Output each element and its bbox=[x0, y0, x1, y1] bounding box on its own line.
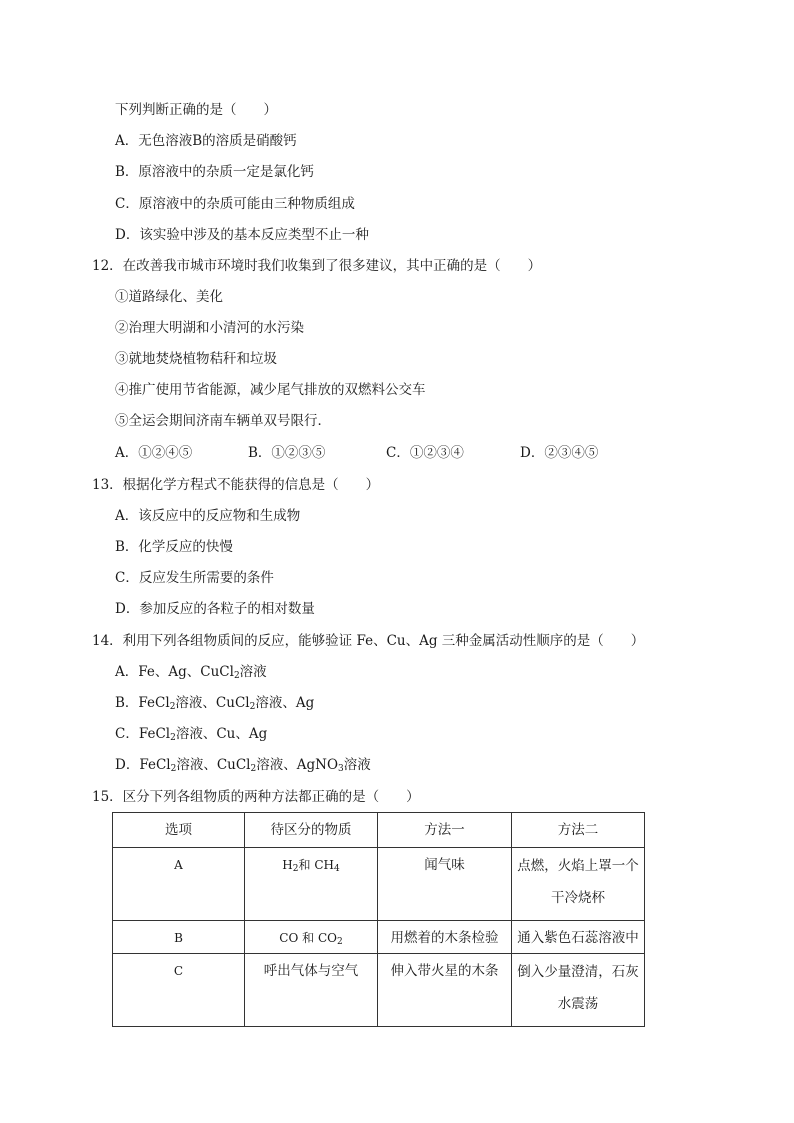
q14-option-b[interactable] bbox=[115, 694, 314, 712]
row-option: C bbox=[113, 954, 245, 1027]
subscript: 2 bbox=[170, 733, 176, 743]
substance-text-2: 和 CH bbox=[298, 858, 334, 872]
subscript: 2 bbox=[249, 702, 256, 712]
substance-text: H bbox=[282, 858, 293, 872]
row-option: B bbox=[113, 921, 245, 954]
q12-item-4: ④推广使用节省能源，减少尾气排放的双燃料公交车 bbox=[115, 382, 426, 398]
q14-d-text-mid2: 溶液、AgNO bbox=[256, 757, 339, 773]
subscript: 2 bbox=[292, 864, 299, 874]
row-substances bbox=[245, 848, 378, 921]
method-2-line-1: 倒入少量澄清，石灰 bbox=[517, 964, 639, 980]
q15-table bbox=[112, 812, 645, 1027]
q14-c-text-end: 溶液、Cu、Ag bbox=[175, 726, 268, 742]
q14-d-text-end: 溶液 bbox=[343, 757, 371, 773]
q12-choice-b[interactable]: B．①②③⑤ bbox=[248, 445, 326, 461]
q14-b-text: B．FeCl bbox=[115, 695, 170, 711]
method-2-line-1: 点燃，火焰上罩一个 bbox=[517, 858, 639, 874]
table-header-row bbox=[113, 813, 645, 848]
table-row bbox=[113, 921, 645, 954]
q11-option-d[interactable]: D．该实验中涉及的基本反应类型不止一种 bbox=[115, 227, 369, 243]
row-method-2: 通入紫色石蕊溶液中 bbox=[512, 921, 645, 954]
q11-option-b[interactable]: B．原溶液中的杂质一定是氯化钙 bbox=[115, 164, 314, 180]
q11-stem: 下列判断正确的是（ ） bbox=[115, 102, 277, 118]
substance-text: CO 和 CO bbox=[279, 931, 337, 945]
header-method-2: 方法二 bbox=[512, 813, 645, 848]
q14-c-text: C．FeCl bbox=[115, 726, 171, 742]
row-method-2 bbox=[512, 954, 645, 1027]
table-row bbox=[113, 848, 645, 921]
q14-a-text-end: 溶液 bbox=[239, 664, 267, 680]
subscript: 2 bbox=[170, 764, 177, 774]
q13-option-a[interactable]: A．该反应中的反应物和生成物 bbox=[115, 508, 301, 524]
q14-a-text: A．Fe、Ag、CuCl bbox=[115, 664, 234, 680]
q12-item-2: ②治理大明湖和小清河的水污染 bbox=[115, 320, 304, 336]
q12-choice-c[interactable]: C．①②③④ bbox=[386, 445, 464, 461]
q13-stem: 13．根据化学方程式不能获得的信息是（ ） bbox=[92, 477, 380, 493]
q14-d-text-mid: 溶液、CuCl bbox=[176, 757, 251, 773]
q14-d-text: D．FeCl bbox=[115, 757, 171, 773]
header-option: 选项 bbox=[113, 813, 245, 848]
q13-option-c[interactable]: C．反应发生所需要的条件 bbox=[115, 570, 274, 586]
q12-choice-d[interactable]: D．②③④⑤ bbox=[520, 445, 599, 461]
row-substances: 呼出气体与空气 bbox=[245, 954, 378, 1027]
q14-option-a[interactable] bbox=[115, 663, 267, 681]
row-method-1: 用燃着的木条检验 bbox=[378, 921, 512, 954]
row-substances bbox=[245, 921, 378, 954]
table-row bbox=[113, 954, 645, 1027]
q12-item-1: ①道路绿化、美化 bbox=[115, 289, 223, 305]
subscript: 4 bbox=[333, 864, 340, 874]
q12-stem: 12．在改善我市城市环境时我们收集到了很多建议，其中正确的是（ ） bbox=[92, 258, 542, 274]
row-method-1: 闻气味 bbox=[378, 848, 512, 921]
q11-option-c[interactable]: C．原溶液中的杂质可能由三种物质组成 bbox=[115, 196, 355, 212]
subscript: 3 bbox=[338, 764, 344, 774]
q14-stem: 14．利用下列各组物质间的反应，能够验证 Fe、Cu、Ag 三种金属活动性顺序的是（ ） bbox=[92, 633, 645, 649]
subscript: 2 bbox=[250, 764, 257, 774]
row-option: A bbox=[113, 848, 245, 921]
q14-option-d[interactable] bbox=[115, 756, 371, 774]
q13-option-d[interactable]: D．参加反应的各粒子的相对数量 bbox=[115, 601, 315, 617]
subscript: 2 bbox=[169, 702, 176, 712]
q14-option-c[interactable] bbox=[115, 725, 267, 743]
header-method-1: 方法一 bbox=[378, 813, 512, 848]
q14-b-text-end: 溶液、Ag bbox=[255, 695, 315, 711]
q11-option-a[interactable]: A．无色溶液B的溶质是硝酸钙 bbox=[115, 133, 297, 149]
q14-b-text-mid: 溶液、CuCl bbox=[175, 695, 250, 711]
row-method-1: 伸入带火星的木条 bbox=[378, 954, 512, 1027]
q13-option-b[interactable]: B．化学反应的快慢 bbox=[115, 539, 233, 555]
q12-item-3: ③就地焚烧植物秸秆和垃圾 bbox=[115, 351, 277, 367]
q12-choice-a[interactable]: A．①②④⑤ bbox=[115, 445, 193, 461]
method-2-line-2: 干冷烧杯 bbox=[551, 890, 605, 906]
subscript: 2 bbox=[233, 671, 240, 681]
q12-item-5: ⑤全运会期间济南车辆单双号限行． bbox=[115, 413, 331, 429]
row-method-2 bbox=[512, 848, 645, 921]
method-2-line-2: 水震荡 bbox=[557, 996, 599, 1012]
subscript: 2 bbox=[336, 937, 343, 947]
q15-stem: 15．区分下列各组物质的两种方法都正确的是（ ） bbox=[92, 789, 420, 805]
header-substances: 待区分的物质 bbox=[245, 813, 378, 848]
